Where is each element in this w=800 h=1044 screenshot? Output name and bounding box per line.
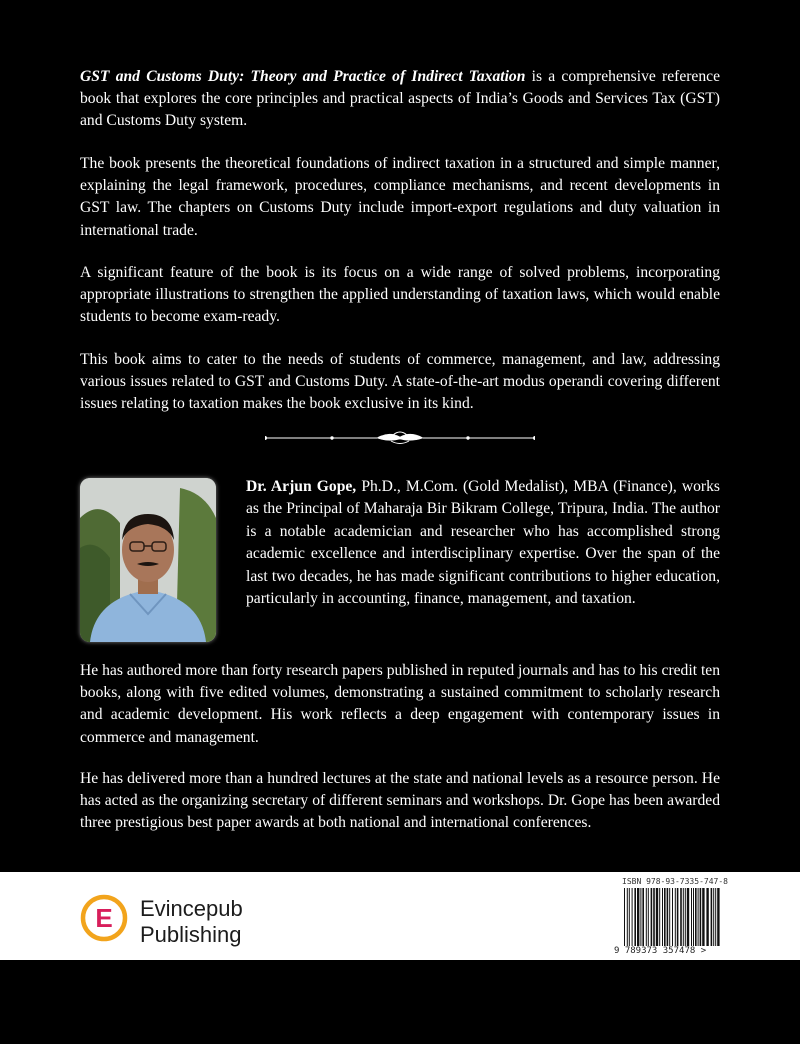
publisher-subname: Publishing — [140, 922, 242, 947]
barcode-bar — [648, 888, 649, 946]
barcode-bar — [672, 888, 673, 946]
barcode-bar — [646, 888, 647, 946]
isbn-barcode — [624, 888, 720, 946]
author-bio — [246, 476, 720, 610]
evincepub-logo-icon — [80, 894, 128, 942]
barcode-bar — [713, 888, 714, 946]
description-paragraph-2: The book presents the theoretical foundations of indirect taxation in a structured and simple manner, explaining the legal framework, procedures, compliance mechanisms, and recent developments in GST law. The chapters on Customs Duty include import-export regulations and duty valuation in international trade. — [80, 155, 720, 239]
barcode-bar — [667, 888, 669, 946]
barcode-bar — [687, 888, 689, 946]
barcode-bar — [675, 888, 676, 946]
description-paragraph-4: This book aims to cater to the needs of students of commerce, management, and law, addressing various issues related to GST and Customs Duty. A state-of-the-art modus operandi covering different issues relating to taxation makes the book exclusive in its kind. — [80, 351, 720, 413]
barcode-bar — [659, 888, 660, 946]
author-photo — [80, 478, 216, 642]
barcode-bar — [706, 888, 708, 946]
barcode-bar — [717, 888, 719, 946]
barcode-bar — [664, 888, 666, 946]
isbn-label: ISBN 978-93-7335-747-8 — [622, 877, 728, 886]
barcode-bar — [700, 888, 702, 946]
description-paragraph-1-text: is a comprehensive reference book that explores the core principles and practical aspects of India’s Goods and Services Tax (GST) and Customs Duty system. — [80, 68, 720, 130]
barcode-bar — [677, 888, 679, 946]
barcode-bar — [695, 888, 697, 946]
barcode-bar — [624, 888, 625, 946]
barcode-bar — [656, 888, 658, 946]
barcode-bar — [693, 888, 694, 946]
author-paragraph-3: He has delivered more than a hundred lectures at the state and national levels as a resource person. He has acted as the organizing secretary of different seminars and workshops. Dr. Gope has been awarded three prestigious best paper awards at both national and international conferences. — [80, 770, 720, 832]
barcode-bar — [698, 888, 699, 946]
barcode-bar — [683, 888, 684, 946]
author-bio-text: Ph.D., M.Com. (Gold Medalist), MBA (Finance), works as the Principal of Maharaja Bir Bikram College, Tripura, India. The author is a notable academician and researcher who has accomplished strong academic excellence and interdisciplinary expertise. Over the span of the last two decades, he has made significant contributions to higher education, particularly in accounting, finance, management, and taxation. — [246, 478, 720, 608]
barcode-bar — [715, 888, 716, 946]
book-title: GST and Customs Duty: Theory and Practice of Indirect Taxation — [80, 68, 526, 85]
author-name: Dr. Arjun Gope, — [246, 478, 357, 495]
svg-text:E: E — [95, 903, 113, 933]
barcode-bar — [680, 888, 682, 946]
barcode-bar — [651, 888, 653, 946]
barcode-bar — [632, 888, 633, 946]
description-paragraph-3: A significant feature of the book is its focus on a wide range of solved problems, incorporating appropriate illustrations to strengthen the applied understanding of taxation laws, which would enable students to become exam-ready. — [80, 264, 720, 326]
publisher-footer — [0, 872, 800, 960]
barcode-bar — [702, 888, 704, 946]
publisher-name: Evincepub — [140, 896, 243, 921]
description-paragraph-1 — [80, 66, 720, 133]
barcode-digits: 9 789373 357478 > — [614, 946, 707, 956]
barcode-bar — [669, 888, 670, 946]
barcode-bar — [711, 888, 713, 946]
author-paragraph-2: He has authored more than forty research papers published in reputed journals and has to his credit ten books, along with five edited volumes, demonstrating a sustained commitment to scholarly research and academic development. His work reflects a deep engagement with contemporary issues in commerce and management. — [80, 662, 720, 746]
barcode-bar — [685, 888, 686, 946]
barcode-bar — [662, 888, 663, 946]
barcode-bar — [637, 888, 639, 946]
barcode-bar — [629, 888, 630, 946]
barcode-bar — [691, 888, 692, 946]
barcode-bar — [642, 888, 644, 946]
barcode-bar — [653, 888, 655, 946]
barcode-bar — [634, 888, 636, 946]
barcode-bar — [640, 888, 641, 946]
ornament-divider — [265, 430, 535, 446]
barcode-bar — [627, 888, 628, 946]
